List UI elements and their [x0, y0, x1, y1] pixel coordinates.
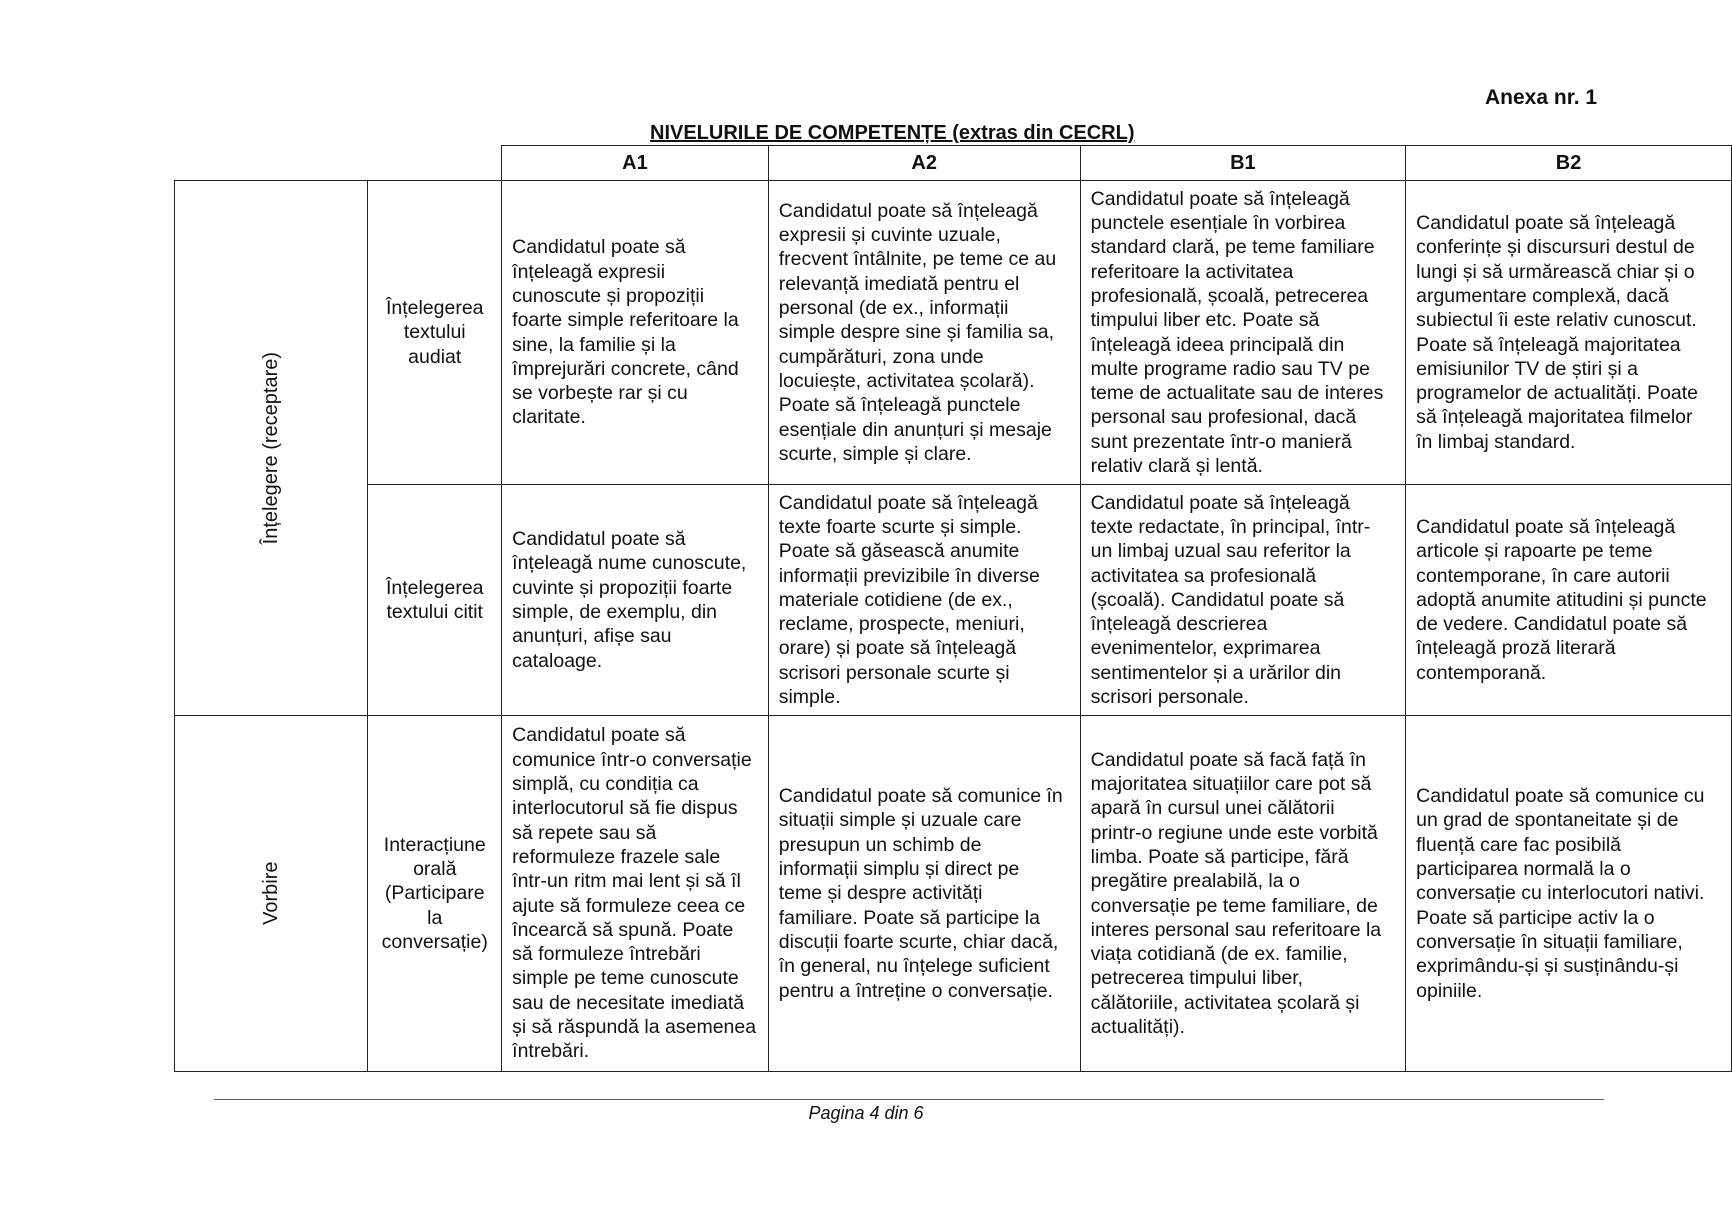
competence-table	[174, 145, 1732, 1072]
category-label: Înțelegere (receptare)	[260, 351, 283, 545]
descriptor-cell: Candidatul poate să înțeleagă articole și rapoarte pe teme contemporane, în care autorii adoptă anumite atitudini și puncte de vedere. Candidatul poate să înțeleagă proză literară contemporană.	[1406, 485, 1732, 716]
descriptor-cell: Candidatul poate să înțeleagă conferințe și discursuri destul de lungi și să urmărească chiar și o argumentare complexă, dacă subiectul îi este relativ cunoscut. Poate să înțeleagă majoritatea emisiunilor TV de știri și a programelor de actualități. Poate să înțeleagă majoritatea filmelor în limbaj standard.	[1406, 181, 1732, 485]
blank-corner	[175, 146, 502, 181]
descriptor-cell: Candidatul poate să înțeleagă nume cunoscute, cuvinte și propoziții foarte simple, de exemplu, din anunțuri, afișe sau cataloage.	[502, 485, 769, 716]
descriptor-cell: Candidatul poate să înțeleagă punctele esențiale în vorbirea standard clară, pe teme familiare referitoare la activitatea profesională, școală, petrecerea timpului liber etc. Poate să înțeleagă ideea principală din multe programe radio sau TV pe teme de actualitate sau de interes personal sau profesional, dacă sunt prezentate într-o manieră relativ clară și lentă.	[1080, 181, 1405, 485]
table-row	[175, 181, 1732, 485]
skill-label: Înțelegerea textului citit	[368, 485, 502, 716]
level-header: A2	[768, 146, 1080, 181]
level-header: B1	[1080, 146, 1405, 181]
descriptor-cell: Candidatul poate să comunice cu un grad de spontaneitate și de fluență care fac posibilă participarea normală la o conversație cu interlocutori nativi. Poate să participe activ la o conversație în situații familiare, exprimându-și și susținându-și opiniile.	[1406, 716, 1732, 1072]
descriptor-cell: Candidatul poate să înțeleagă expresii cunoscute și propoziții foarte simple referitoare la sine, la familie și la împrejurări concrete, când se vorbește rar și cu claritate.	[502, 181, 769, 485]
skill-label: Interacțiune orală (Participare la conversație)	[368, 716, 502, 1072]
descriptor-cell: Candidatul poate să comunice în situații simple și uzuale care presupun un schimb de informații simplu și direct pe teme și despre activități familiare. Poate să participe la discuții foarte scurte, chiar dacă, în general, nu înțelege suficient pentru a întreține o conversație.	[768, 716, 1080, 1072]
annex-label: Anexa nr. 1	[1485, 86, 1598, 109]
level-header: B2	[1406, 146, 1732, 181]
category-cell	[175, 181, 368, 716]
descriptor-cell: Candidatul poate să înțeleagă expresii și cuvinte uzuale, frecvent întâlnite, pe teme ce au relevanță imediată pentru el personal (de ex., informații simple despre sine și familia sa, cumpărături, zona unde locuiește, activitatea școlară). Poate să înțeleagă punctele esențiale din anunțuri și mesaje scurte, simple și clare.	[768, 181, 1080, 485]
skill-label: Înțelegerea textului audiat	[368, 181, 502, 485]
level-header: A1	[502, 146, 769, 181]
header-row	[175, 146, 1732, 181]
table-row	[175, 716, 1732, 1072]
descriptor-cell: Candidatul poate să înțeleagă texte redactate, în principal, într- un limbaj uzual sau referitor la activitatea sa profesională (școală). Candidatul poate să înțeleagă descrierea evenimentelor, exprimarea sentimentelor și a urărilor din scrisori personale.	[1080, 485, 1405, 716]
descriptor-cell: Candidatul poate să înțeleagă texte foarte scurte și simple. Poate să găsească anumite informații previzibile în diverse materiale cotidiene (de ex., reclame, prospecte, meniuri, orare) și poate să înțeleagă scrisori personale scurte și simple.	[768, 485, 1080, 716]
page-number: Pagina 4 din 6	[808, 1103, 924, 1123]
category-cell	[175, 716, 368, 1072]
category-label: Vorbire	[260, 861, 283, 926]
table-row	[175, 485, 1732, 716]
document-title: NIVELURILE DE COMPETENȚE (extras din CECRL)	[650, 122, 1135, 144]
descriptor-cell: Candidatul poate să facă față în majoritatea situațiilor care pot să apară în cursul unei călătorii printr-o regiune unde este vorbită limba. Poate să participe, fără pregătire prealabilă, la o conversație pe teme familiare, de interes personal sau referitoare la viața cotidiană (de ex. familie, petrecerea timpului liber, călătoriile, activitatea școlară și actualități).	[1080, 716, 1405, 1072]
descriptor-cell: Candidatul poate să comunice într-o conversație simplă, cu condiția ca interlocutorul să fie dispus să repete sau să reformuleze frazele sale într-un ritm mai lent și să îl ajute să formuleze ceea ce încearcă să spună. Poate să formuleze întrebări simple pe teme cunoscute sau de necesitate imediată și să răspundă la asemenea întrebări.	[502, 716, 769, 1072]
footer-divider	[214, 1099, 1604, 1100]
